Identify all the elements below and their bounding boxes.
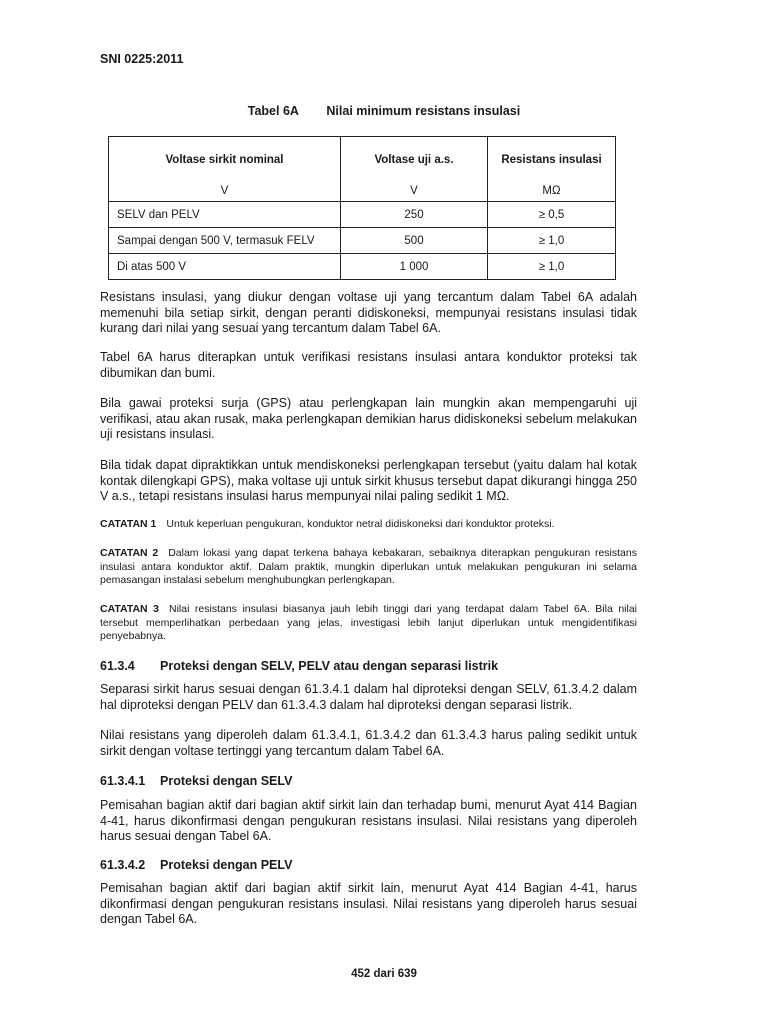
note-text: Dalam lokasi yang dapat terkena bahaya kebakaran, sebaiknya diterapkan pengukuran resistans insulasi antara konduktor aktif. Dalam praktik, mungkin diperlukan untuk melakukan pengukuran ini selama pemasangan instalasi sebelum menghubungkan perlengkapan.: [100, 547, 637, 586]
note-label: CATATAN 3: [100, 603, 159, 615]
table-cell: SELV dan PELV: [109, 202, 341, 228]
note: [100, 518, 637, 532]
table-cell: 1 000: [341, 254, 488, 280]
insulation-resistance-table: [108, 136, 616, 280]
paragraph: Tabel 6A harus diterapkan untuk verifikasi resistans insulasi antara konduktor proteksi tak dibumikan dan bumi.: [100, 350, 637, 380]
section-title: Proteksi dengan SELV: [160, 774, 293, 788]
section-heading: [100, 858, 292, 872]
table-cell: 500: [341, 228, 488, 254]
unit-cell: V: [341, 181, 488, 202]
table-title: Nilai minimum resistans insulasi: [326, 104, 521, 118]
column-header: Voltase uji a.s.: [341, 137, 488, 182]
note-text: Untuk keperluan pengukuran, konduktor netral didiskoneksi dari konduktor proteksi.: [166, 518, 555, 530]
paragraph: Resistans insulasi, yang diukur dengan voltase uji yang tercantum dalam Tabel 6A adalah memenuhi bila setiap sirkit, dengan peranti didiskoneksi, mempunyai resistans insulasi tidak kurang dari nilai yang sesuai yang tercantum dalam Tabel 6A.: [100, 290, 637, 335]
note: [100, 547, 637, 588]
section-number: 61.3.4.1: [100, 774, 146, 788]
section-number: 61.3.4: [100, 659, 135, 673]
table-row: [109, 254, 616, 280]
section-number: 61.3.4.2: [100, 858, 146, 872]
paragraph: Pemisahan bagian aktif dari bagian aktif sirkit lain dan terhadap bumi, menurut Ayat 414 Bagian 4-41, harus dikonfirmasi dengan pengukuran resistans insulasi. Nilai resistans yang diperoleh harus sesuai dengan Tabel 6A.: [100, 798, 637, 843]
section-title: Proteksi dengan SELV, PELV atau dengan separasi listrik: [160, 659, 499, 673]
column-header: Resistans insulasi: [488, 137, 616, 182]
table-row: [109, 202, 616, 228]
section-title: Proteksi dengan PELV: [160, 858, 293, 872]
paragraph: Pemisahan bagian aktif dari bagian aktif sirkit lain, menurut Ayat 414 Bagian 4-41, harus dikonfirmasi dengan pengukuran resistans insulasi. Nilai resistans yang diperoleh harus sesuai dengan Tabel 6A.: [100, 881, 637, 926]
table-caption: [0, 104, 768, 118]
table-number: Tabel 6A: [247, 104, 299, 118]
table-header-row: [109, 137, 616, 182]
table-cell: Sampai dengan 500 V, termasuk FELV: [109, 228, 341, 254]
table-cell: ≥ 0,5: [488, 202, 616, 228]
section-heading: [100, 774, 292, 788]
paragraph: Bila tidak dapat dipraktikkan untuk mendiskoneksi perlengkapan tersebut (yaitu dalam hal kotak kontak dilengkapi GPS), maka voltase uji untuk sirkit khusus tersebut dapat dikurangi hingga 250 V a.s., tetapi resistans insulasi harus mempunyai nilai paling sedikit 1 MΩ.: [100, 458, 637, 503]
table-cell: 250: [341, 202, 488, 228]
note-label: CATATAN 1: [100, 518, 157, 530]
table-units-row: [109, 181, 616, 202]
column-header: Voltase sirkit nominal: [109, 137, 341, 182]
note-label: CATATAN 2: [100, 547, 159, 559]
table-cell: Di atas 500 V: [109, 254, 341, 280]
section-heading: [100, 659, 498, 673]
table-cell: ≥ 1,0: [488, 254, 616, 280]
table-cell: ≥ 1,0: [488, 228, 616, 254]
paragraph: Bila gawai proteksi surja (GPS) atau perlengkapan lain mungkin akan mempengaruhi uji verifikasi, atau akan rusak, maka perlengkapan demikian harus didiskoneksi sebelum melakukan uji resistans insulasi.: [100, 396, 637, 441]
note: [100, 603, 637, 644]
document-id: SNI 0225:2011: [100, 52, 184, 66]
page-number: 452 dari 639: [351, 968, 417, 980]
paragraph: Nilai resistans yang diperoleh dalam 61.3.4.1, 61.3.4.2 dan 61.3.4.3 harus paling sedikit untuk sirkit dengan voltase tertinggi yang tercantum dalam Tabel 6A.: [100, 728, 637, 758]
unit-cell: V: [109, 181, 341, 202]
unit-cell: MΩ: [488, 181, 616, 202]
paragraph: Separasi sirkit harus sesuai dengan 61.3.4.1 dalam hal diproteksi dengan SELV, 61.3.4.2 dalam hal diproteksi dengan PELV dan 61.3.4.3 dalam hal diproteksi dengan separasi listrik.: [100, 682, 637, 712]
table-row: [109, 228, 616, 254]
note-text: Nilai resistans insulasi biasanya jauh lebih tinggi dari yang terdapat dalam Tabel 6A. Bila nilai tersebut memperlihatkan perbedaan yang jelas, investigasi lebih lanjut diperlukan untuk mengidentifikasi penyebabnya.: [100, 603, 637, 642]
